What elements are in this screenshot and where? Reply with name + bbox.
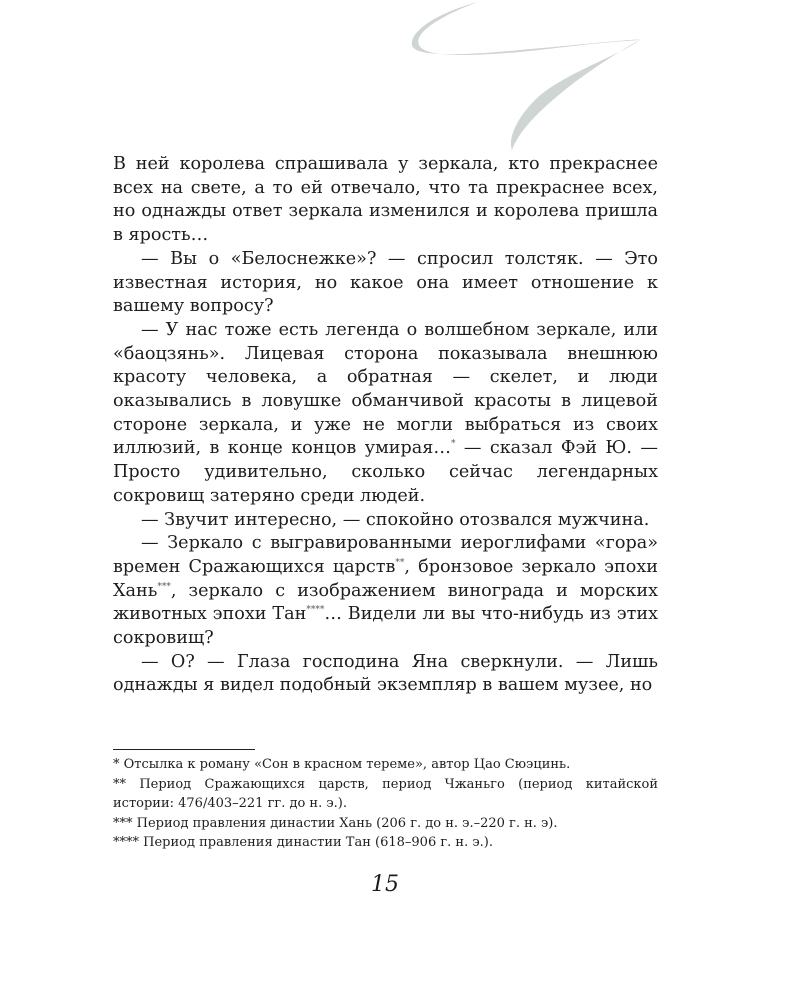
footnote: * Отсылка к роману «Сон в красном тереме», автор Цао Сюэцинь. — [113, 757, 571, 772]
paragraph — [113, 319, 658, 509]
footnote-marker: * — [450, 439, 456, 450]
main-text — [113, 153, 658, 698]
footnotes — [113, 755, 658, 853]
footnote-marker: *** — [157, 581, 171, 592]
paragraph-text: , зеркало с изображением винограда и морских животных эпохи Тан — [113, 580, 658, 625]
paragraph: — О? — Глаза господина Яна сверкнули. — Лишь однажды я видел подобный экземпляр в вашем музее, но — [113, 651, 658, 696]
footnote: *** Период правления династии Хань (206 г. до н. э.–220 г. н. э). — [113, 815, 558, 831]
paragraph: — Звучит интересно, — спокойно отозвался мужчина. — [141, 509, 650, 530]
paragraph-text: , бронзовое зеркало эпохи Хань — [113, 556, 658, 601]
paragraph-text: — сказал Фэй Ю. — Просто удивительно, сколько сейчас легендарных сокровищ затеряно среди людей. — [113, 438, 659, 506]
footnote-marker: ** — [395, 557, 405, 568]
paragraph: В ней королева спрашивала у зеркала, кто прекраснее всех на свете, а то ей отвечало, что та прекраснее всех, но однажды ответ зеркала изменился и королева пришла в ярость… — [113, 154, 658, 246]
footnote: ** Период Сражающихся царств, период Чжаньго (период китайской истории: 476/403–221 гг. до н. э.). — [113, 776, 658, 811]
paragraph — [113, 532, 658, 651]
page-number: 15 — [371, 872, 399, 897]
paragraph-text: … Видели ли вы что-нибудь из этих сокровищ? — [113, 604, 659, 649]
footnote-divider — [113, 749, 255, 750]
paragraph: — Вы о «Белоснежке»? — спросил толстяк. — Это известная история, но какое она имеет отношение к вашему вопросу? — [113, 248, 658, 317]
footnote: **** Период правления династии Тан (618–906 г. н. э.). — [113, 835, 493, 850]
paragraph-text: — У нас тоже есть легенда о волшебном зеркале, или «баоцзянь». Лицевая сторона показывала внешнюю красоту человека, а обратная — скелет, и люди оказывались в ловушке обманчивой красоты в лицевой стороне зеркала, и уже не могли выбраться из своих иллюзий, в конце концов умирая… — [113, 319, 658, 459]
swirl-ornament-icon — [0, 0, 800, 170]
paragraph-text: — Зеркало с выгравированными иероглифами «гора» времен Сражающихся царств — [113, 533, 658, 577]
footnote-marker: **** — [306, 605, 325, 616]
